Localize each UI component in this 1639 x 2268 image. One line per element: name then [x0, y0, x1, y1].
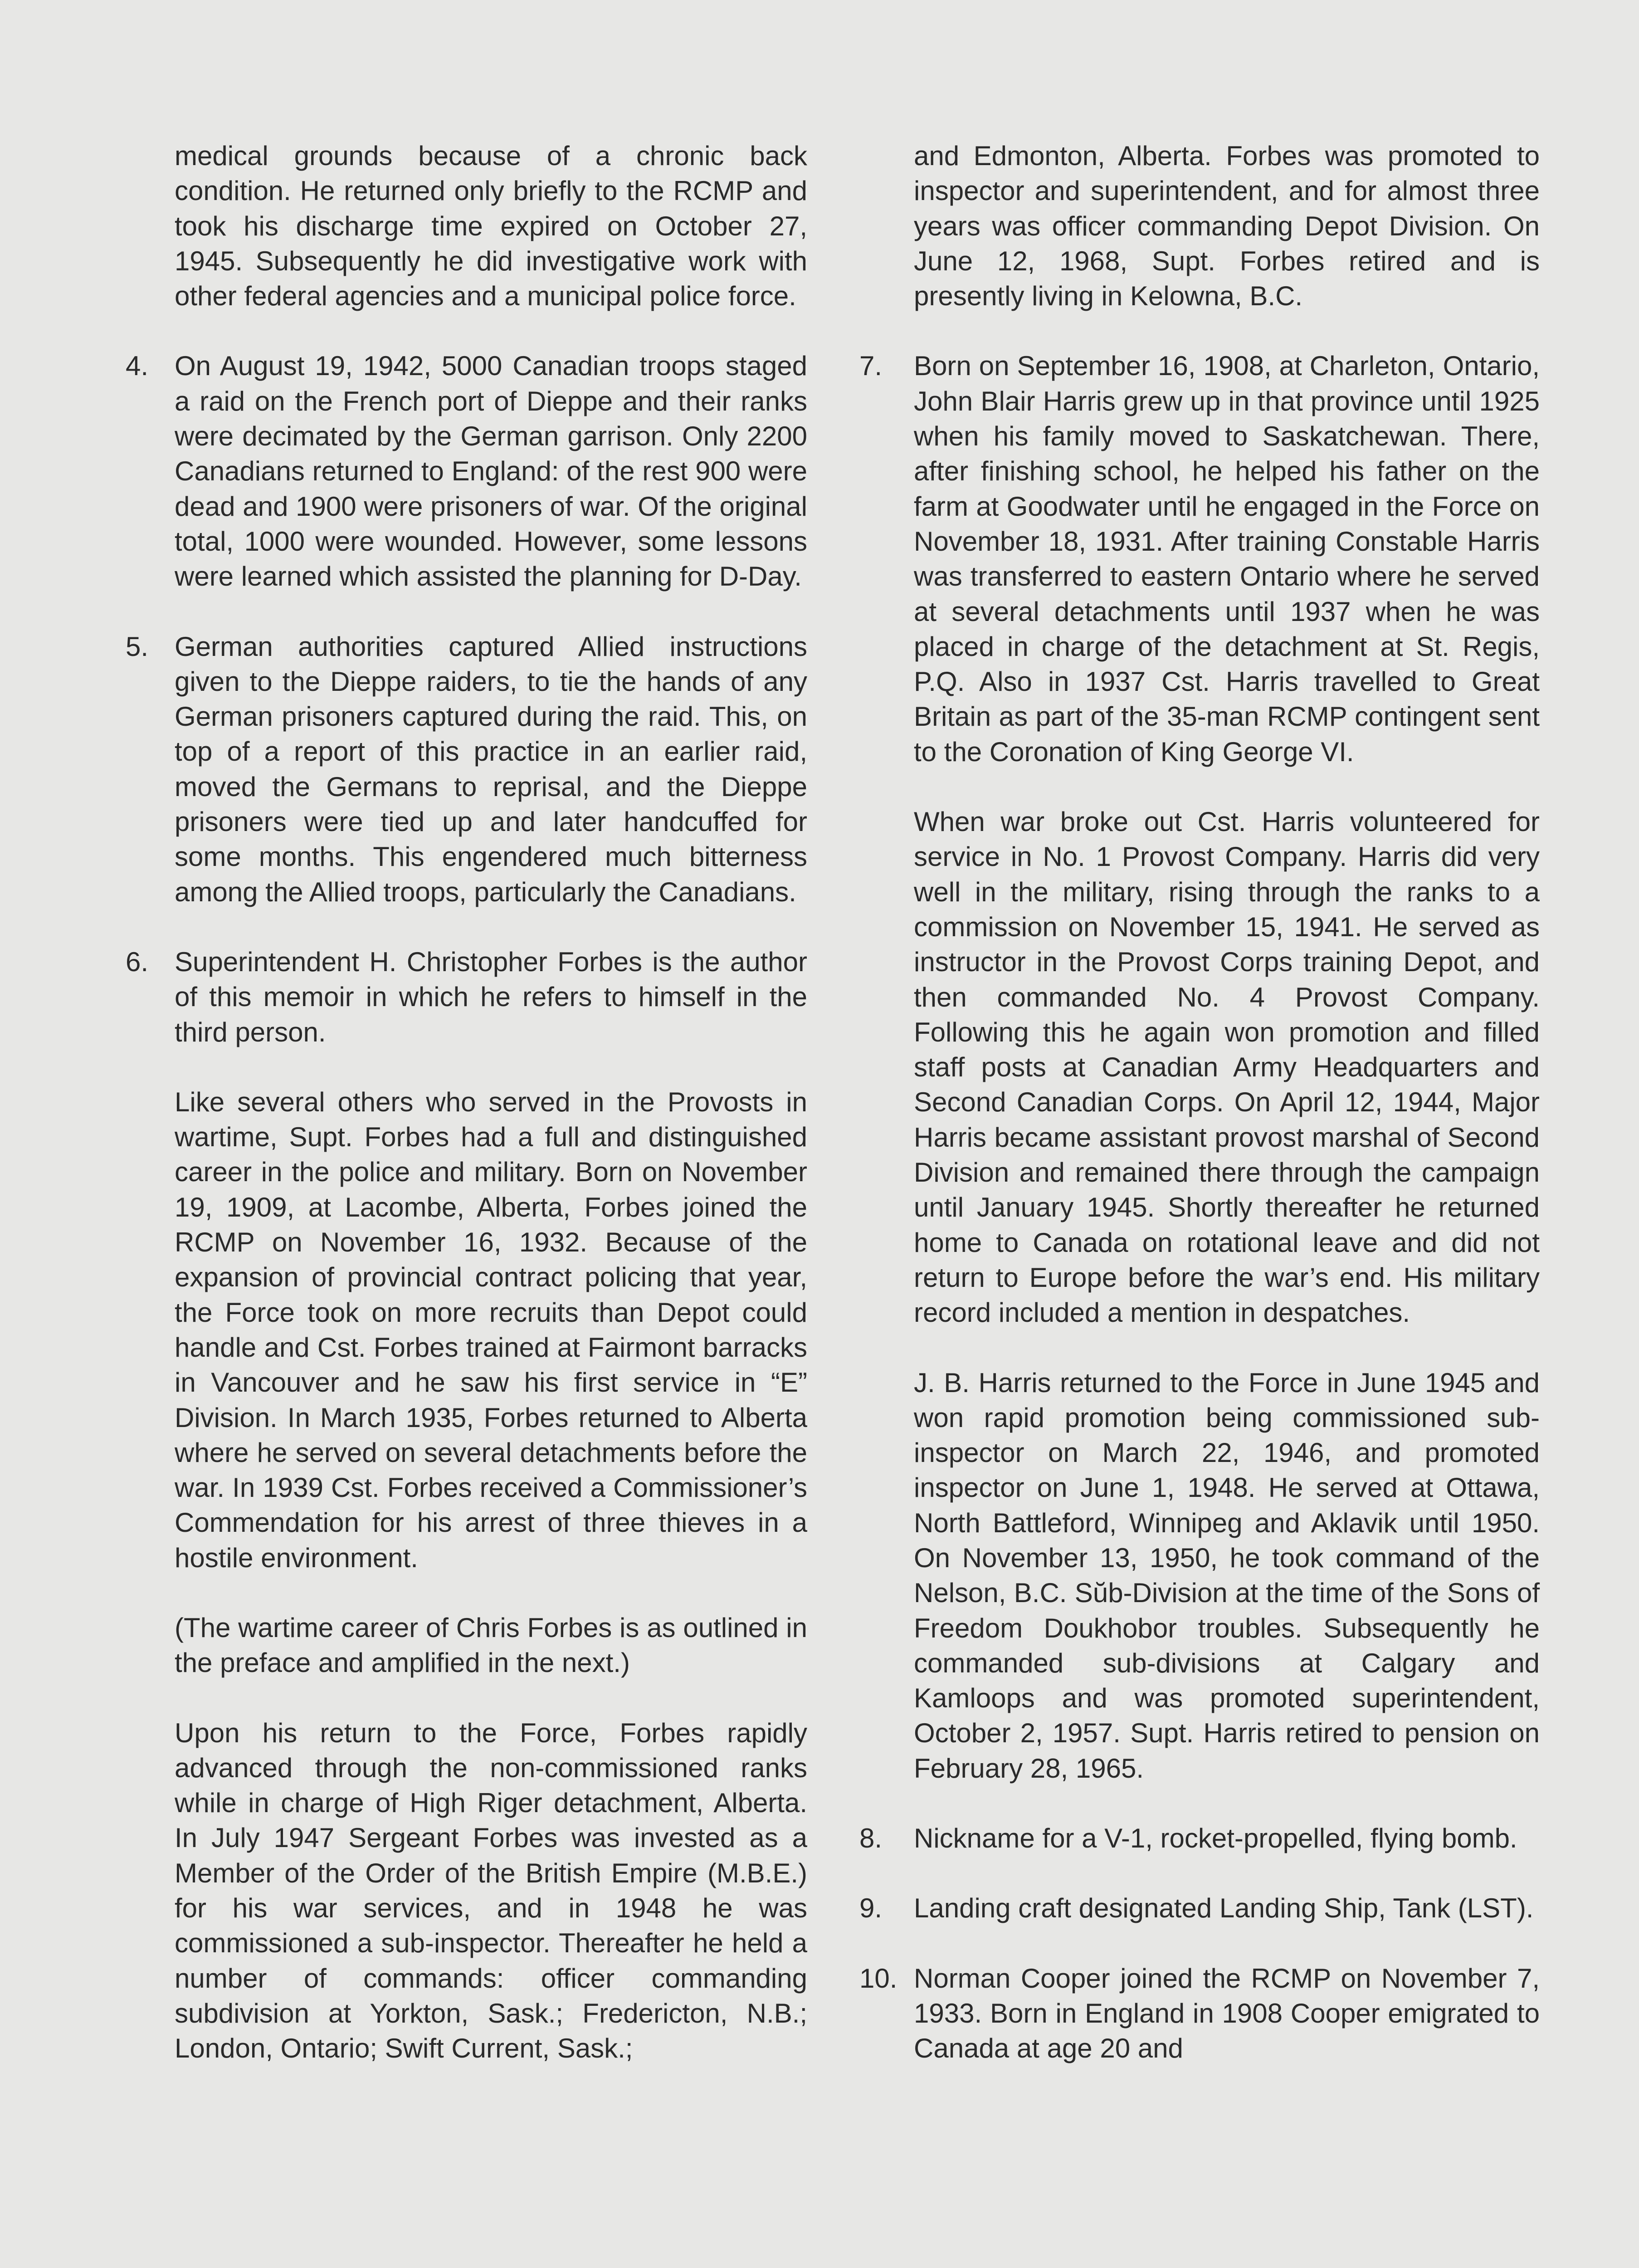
endnote-text: Landing craft designated Landing Ship, Tank (LST).	[914, 1893, 1534, 1924]
endnote-text: Superintendent H. Christopher Forbes is the author of this memoir in which he refers to himself in the third person.	[175, 946, 807, 1047]
endnote-paragraph: Like several others who served in the Provosts in wartime, Supt. Forbes had a full and distinguished career in the police and military. Born on November 19, 1909, at Lacombe, Alberta, Forbes joined the RCMP on November 16, 1932. Because of the expansion of provincial contract policing that year, the Force took on more recruits than Depot could handle and Cst. Forbes trained at Fairmont barracks in Vancouver and he saw his first service in “E” Division. In March 1935, Forbes returned to Alberta where he served on several detachments before the war. In 1939 Cst. Forbes received a Commissioner’s Commendation for his arrest of three thieves in a hostile environment.	[175, 1086, 807, 1573]
endnote-5	[126, 629, 807, 909]
endnote-text: Norman Cooper joined the RCMP on November 7, 1933. Born in England in 1908 Cooper emigrated to Canada at age 20 and	[914, 1963, 1540, 2064]
endnote-text: Born on September 16, 1908, at Charleton, Ontario, John Blair Harris grew up in that province until 1925 when his family moved to Saskatchewan. There, after finishing school, he helped his father on the farm at Goodwater until he engaged in the Force on November 18, 1931. After training Constable Harris was transferred to eastern Ontario where he served at several detachments until 1937 when he was placed in charge of the detachment at St. Regis, P.Q. Also in 1937 Cst. Harris travelled to Great Britain as part of the 35-man RCMP contingent sent to the Coronation of King George VI.	[914, 351, 1540, 767]
endnote-number: 7.	[859, 351, 883, 381]
endnote-4	[126, 348, 807, 594]
endnote-text: German authorities captured Allied instructions given to the Dieppe raiders, to tie the hands of any German prisoners captured during the raid. This, on top of a report of this practice in an earlier raid, moved the Germans to reprisal, and the Dieppe prisoners were tied up and later handcuffed for some months. This engendered much bitterness among the Allied troops, particularly the Canadians.	[175, 631, 807, 907]
endnote-8	[859, 1821, 1540, 1856]
endnote-number: 8.	[859, 1823, 883, 1854]
endnote-9	[859, 1891, 1540, 1926]
endnote-10	[859, 1961, 1540, 2066]
endnote-6	[126, 944, 807, 2066]
endnote-text: Nickname for a V-1, rocket-propelled, flying bomb.	[914, 1823, 1517, 1854]
endnote-number: 5.	[126, 631, 149, 662]
endnote-7	[859, 348, 1540, 1786]
continuation-paragraph: medical grounds because of a chronic back condition. He returned only briefly to the RCMP and took his discharge time expired on October 27, 1945. Subsequently he did investigative work with other federal agencies and a municipal police force.	[175, 141, 807, 312]
endnote-number: 4.	[126, 351, 149, 381]
continuation-paragraph: and Edmonton, Alberta. Forbes was promoted to inspector and superintendent, and for almost three years was officer commanding Depot Division. On June 12, 1968, Supt. Forbes retired and is presently living in Kelowna, B.C.	[914, 141, 1540, 312]
endnote-text: On August 19, 1942, 5000 Canadian troops staged a raid on the French port of Dieppe and their ranks were decimated by the German garrison. Only 2200 Canadians returned to England: of the rest 900 were dead and 1900 were prisoners of war. Of the original total, 1000 were wounded. However, some lessons were learned which assisted the planning for D-Day.	[175, 351, 807, 592]
right-column	[859, 138, 1540, 2066]
endnote-paragraph: Upon his return to the Force, Forbes rapidly advanced through the non-commissioned ranks while in charge of High Riger detachment, Alberta. In July 1947 Sergeant Forbes was invested as a Member of the Order of the British Empire (M.B.E.) for his war services, and in 1948 he was commissioned a sub-inspector. Thereafter he held a number of commands: officer commanding subdivision at Yorkton, Sask.; Fredericton, N.B.; London, Ontario; Swift Current, Sask.;	[175, 1717, 807, 2064]
endnote-number: 9.	[859, 1893, 883, 1924]
endnote-number: 6.	[126, 946, 149, 977]
endnote-paragraph: J. B. Harris returned to the Force in June 1945 and won rapid promotion being commissioned sub-inspector on March 22, 1946, and promoted inspector on June 1, 1948. He served at Ottawa, North Battleford, Winnipeg and Aklavik until 1950. On November 13, 1950, he took command of the Nelson, B.C. Sŭb-Division at the time of the Sons of Freedom Doukhobor troubles. Subsequently he commanded sub-divisions at Calgary and Kamloops and was promoted superintendent, October 2, 1957. Supt. Harris retired to pension on February 28, 1965.	[914, 1367, 1540, 1784]
endnote-paragraph: (The wartime career of Chris Forbes is as outlined in the preface and amplified in the next.)	[175, 1612, 807, 1678]
left-column	[126, 138, 807, 2066]
endnote-number: 10.	[859, 1963, 898, 1994]
endnote-paragraph: When war broke out Cst. Harris volunteered for service in No. 1 Provost Company. Harris did very well in the military, rising through the ranks to a commission on November 15, 1941. He served as instructor in the Provost Corps training Depot, and then commanded No. 4 Provost Company. Following this he again won promotion and filled staff posts at Canadian Army Headquarters and Second Canadian Corps. On April 12, 1944, Major Harris became assistant provost marshal of Second Division and remained there through the campaign until January 1945. Shortly thereafter he returned home to Canada on rotational leave and did not return to Europe before the war’s end. His military record included a mention in despatches.	[914, 807, 1540, 1328]
